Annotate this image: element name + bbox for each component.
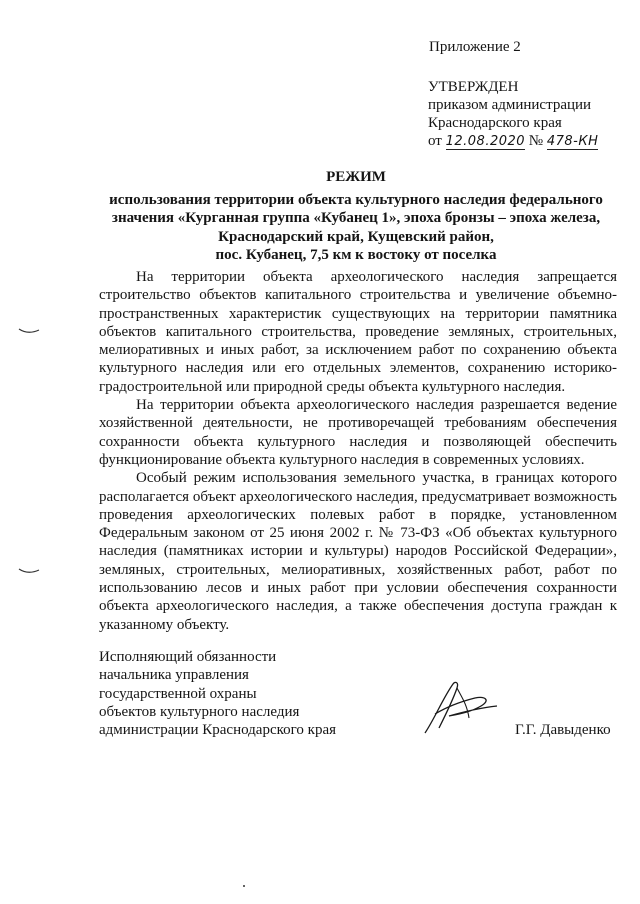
number-prefix: № <box>528 133 544 149</box>
approved-date-line <box>428 132 598 151</box>
appendix-label: Приложение 2 <box>429 39 521 55</box>
signer-line-3: государственной охраны <box>99 685 257 702</box>
title-line-4: пос. Кубанец, 7,5 км к востоку от поселка <box>215 247 497 263</box>
paragraph-3: Особый режим использования земельного участка, в границах которого располагается объект археологического наследия, предусматривает возможность проведения археологических полевых работ в порядке, установленном Федеральным законом от 25 июня 2002 г. № 73-ФЗ «Об объектах культурного наследия (памятниках истории и культуры) народов Российской Федерации», земляных, строительных, мелиоративных, хозяйственных работ, работ по использованию лесов и иных работ при условии обеспечения сохранности объекта археологического наследия, а также обеспечения доступа граждан к указанному объекту. <box>99 470 617 633</box>
approved-line-1: приказом администрации <box>428 97 592 113</box>
approved-line-2: Краснодарского края <box>428 115 562 131</box>
document-title <box>96 168 616 265</box>
handwritten-signature <box>415 678 505 738</box>
signer-position <box>99 648 336 739</box>
title-line-1: использования территории объекта культурного наследия федерального <box>109 191 603 208</box>
handwritten-number: 478-КН <box>546 134 599 149</box>
title-line-2: значения «Курганная группа «Кубанец 1», эпоха бронзы – эпоха железа, <box>111 210 601 226</box>
signer-line-5: администрации Краснодарского края <box>99 722 337 739</box>
scan-dot <box>243 885 245 887</box>
title-main: РЕЖИМ <box>326 169 386 185</box>
margin-mark <box>18 326 40 336</box>
signer-line-2: начальника управления <box>99 667 249 684</box>
paragraph-1: На территории объекта археологического наследия запрещается строительство объектов капитального строительства и увеличение объемно-пространственных характеристик существующих на территории памятника объектов капитального строительства, проведение земляных, строительных, мелиоративных и иных работ, за исключением работ по сохранению объекта культурного наследия или его отдельных элементов, сохранению историко-градостроительной или природной среды объекта культурного наследия. <box>99 269 617 395</box>
signer-line-1: Исполняющий обязанности <box>99 649 277 665</box>
title-line-3: Краснодарский край, Кущевский район, <box>218 228 494 245</box>
margin-mark <box>18 566 40 576</box>
from-prefix: от <box>428 133 442 149</box>
handwritten-date: 12.08.2020 <box>445 134 526 149</box>
paragraph-2: На территории объекта археологического наследия разрешается ведение хозяйственной деятельности, не противоречащей требованиям обеспечения сохранности объекта культурного наследия и позволяющей обеспечить функционирование объекта культурного наследия в современных условиях. <box>99 397 617 468</box>
signer-line-4: объектов культурного наследия <box>99 703 300 720</box>
document-body <box>99 268 617 634</box>
signer-name: Г.Г. Давыденко <box>515 722 611 738</box>
approval-block <box>428 78 598 151</box>
approved-title: УТВЕРЖДЕН <box>428 79 519 95</box>
